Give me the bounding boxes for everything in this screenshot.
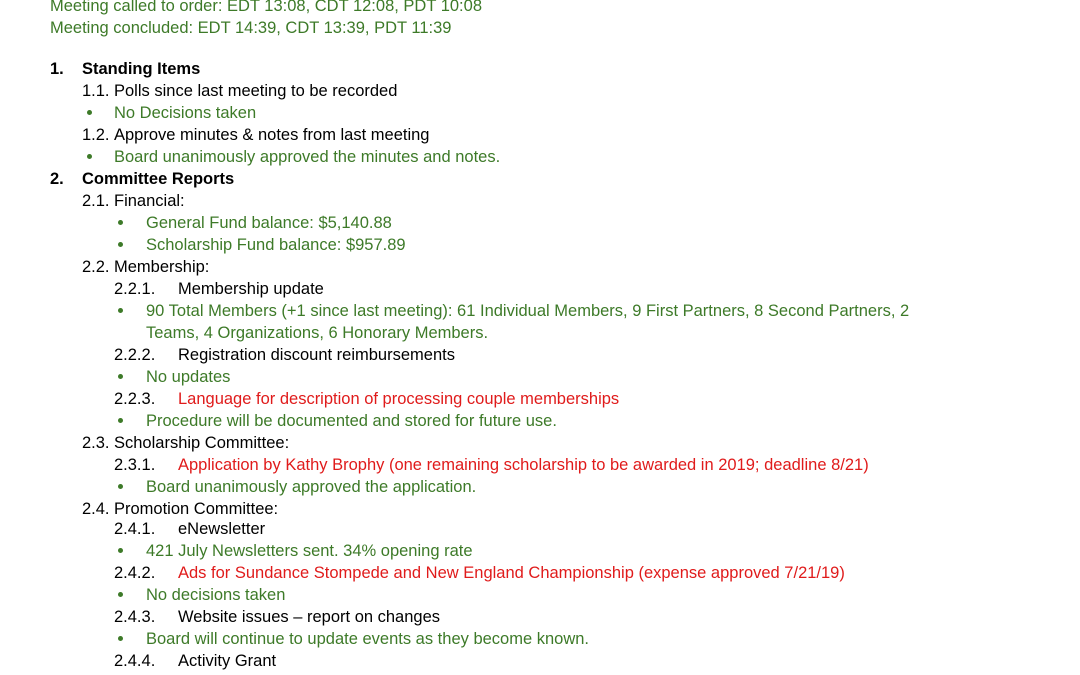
bullet-icon [118, 548, 123, 553]
subitem-label-membership-update: Membership update [178, 280, 324, 298]
item-label-approve-minutes: Approve minutes & notes from last meeting [114, 126, 430, 144]
bullet-icon [118, 592, 123, 597]
section-title-committee-reports: Committee Reports [82, 170, 235, 188]
note-couple-memberships: Procedure will be documented and stored for future use. [146, 412, 557, 430]
subitem-label-application-brophy: Application by Kathy Brophy (one remaining scholarship to be awarded in 2019; deadline 8/21) [178, 456, 869, 474]
subitem-label-website-issues: Website issues – report on changes [178, 608, 441, 626]
subitem-label-activity-grant: Activity Grant [178, 652, 277, 670]
bullet-icon [118, 220, 123, 225]
section-number: 1. [50, 60, 64, 78]
item-number: 2.1. [82, 192, 110, 210]
bullet-icon [87, 154, 92, 159]
note-general-fund: General Fund balance: $5,140.88 [146, 214, 392, 232]
note-polls: No Decisions taken [114, 104, 257, 122]
subitem-number: 2.4.2. [114, 564, 156, 582]
subitem-number: 2.4.1. [114, 520, 156, 538]
meeting-concluded: Meeting concluded: EDT 14:39, CDT 13:39, PDT 11:39 [50, 19, 452, 37]
item-label-membership: Membership: [114, 258, 210, 276]
item-label-polls: Polls since last meeting to be recorded [114, 82, 398, 100]
bullet-icon [118, 636, 123, 641]
note-total-members: 90 Total Members (+1 since last meeting): 61 Individual Members, 9 First Partners, 8 Second Partners, 2 [146, 302, 910, 320]
subitem-label-enewsletter: eNewsletter [178, 520, 266, 538]
note-approve-minutes: Board unanimously approved the minutes and notes. [114, 148, 501, 166]
subitem-label-registration-discount: Registration discount reimbursements [178, 346, 455, 364]
subitem-number: 2.4.3. [114, 608, 156, 626]
meeting-called-to-order: Meeting called to order: EDT 13:08, CDT 12:08, PDT 10:08 [50, 0, 482, 15]
item-number: 2.2. [82, 258, 110, 276]
item-label-financial: Financial: [114, 192, 185, 210]
note-registration-discount: No updates [146, 368, 231, 386]
section-title-standing-items: Standing Items [82, 60, 201, 78]
note-scholarship-fund: Scholarship Fund balance: $957.89 [146, 236, 406, 254]
note-total-members-continued: Teams, 4 Organizations, 6 Honorary Members. [146, 324, 489, 342]
subitem-number: 2.3.1. [114, 456, 156, 474]
section-number: 2. [50, 170, 64, 188]
item-number: 1.1. [82, 82, 110, 100]
subitem-number: 2.4.4. [114, 652, 156, 670]
bullet-icon [87, 110, 92, 115]
subitem-label-couple-memberships: Language for description of processing couple memberships [178, 390, 620, 408]
subitem-number: 2.2.3. [114, 390, 156, 408]
item-number: 2.3. [82, 434, 110, 452]
subitem-number: 2.2.1. [114, 280, 156, 298]
bullet-icon [118, 308, 123, 313]
note-website-updates: Board will continue to update events as they become known. [146, 630, 590, 648]
item-label-promotion-committee: Promotion Committee: [114, 500, 279, 518]
bullet-icon [118, 242, 123, 247]
subitem-label-ads-sundance: Ads for Sundance Stompede and New England Championship (expense approved 7/21/19) [178, 564, 845, 582]
note-application-approved: Board unanimously approved the application. [146, 478, 477, 496]
bullet-icon [118, 418, 123, 423]
item-number: 1.2. [82, 126, 110, 144]
item-label-scholarship-committee: Scholarship Committee: [114, 434, 290, 452]
subitem-number: 2.2.2. [114, 346, 156, 364]
item-number: 2.4. [82, 500, 110, 518]
note-newsletters-sent: 421 July Newsletters sent. 34% opening rate [146, 542, 473, 560]
note-ads-no-decisions: No decisions taken [146, 586, 286, 604]
bullet-icon [118, 374, 123, 379]
bullet-icon [118, 484, 123, 489]
